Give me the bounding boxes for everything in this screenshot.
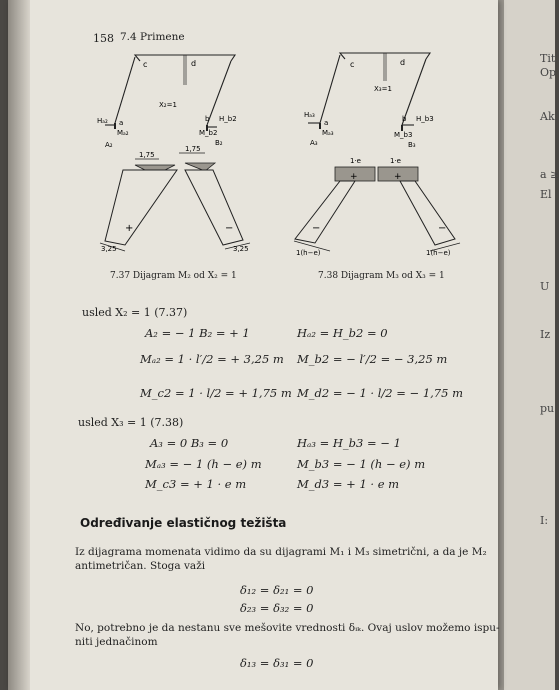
- label-c: c: [350, 60, 355, 69]
- figure-7-38-caption: 7.38 Dijagram M₃ od X₃ = 1: [318, 271, 445, 281]
- plus-sign: +: [125, 223, 134, 234]
- label-a2: A₂: [105, 141, 113, 149]
- equation-4-left: A₃ = 0 B₃ = 0: [150, 436, 229, 450]
- edge-text: El: [540, 188, 552, 201]
- label-mb3: M_b3: [394, 131, 413, 139]
- equation-6-right: M_d3 = + 1 · e m: [297, 477, 400, 491]
- label-x3: X₃=1: [374, 85, 392, 93]
- equation-3-left: M_c2 = 1 · l/2 = + 1,75 m: [140, 386, 292, 400]
- equation-4-right: Hₐ₃ = H_b3 = − 1: [297, 436, 401, 450]
- label-d: d: [191, 59, 197, 68]
- label-ha3: Hₐ₃: [304, 111, 315, 119]
- plus-sign-left: +: [350, 172, 358, 182]
- label-he-left: 1(h−e): [296, 249, 321, 257]
- equation-5-left: Mₐ₃ = − 1 (h − e) m: [145, 457, 262, 471]
- figure-7-37-caption: 7.37 Dijagram M₂ od X₂ = 1: [110, 271, 237, 281]
- minus-sign-left: −: [312, 223, 321, 234]
- label-b: b: [205, 115, 210, 123]
- edge-text: pu: [540, 402, 555, 415]
- label-ha2: Hₐ₂: [97, 117, 108, 125]
- figure-7-37: [95, 45, 280, 265]
- equation-7: δ₁₂ = δ₂₁ = 0: [240, 583, 314, 597]
- label-x2: X₂=1: [159, 101, 177, 109]
- label-mb2: M_b2: [199, 129, 218, 137]
- edge-text: Op: [540, 66, 557, 79]
- equation-2-left: Mₐ₂ = 1 · l′/2 = + 3,25 m: [140, 352, 284, 366]
- label-ma2: Mₐ₂: [117, 129, 129, 137]
- label-325-left: 3,25: [101, 245, 117, 253]
- paragraph-1-line-1: Iz dijagrama momenata vidimo da su dijagrami M₁ i M₃ simetrični, a da je M₂: [75, 546, 487, 558]
- next-page-edge: [498, 0, 555, 690]
- label-d: d: [400, 58, 406, 67]
- minus-sign-right: −: [438, 223, 447, 234]
- label-b3: B₃: [408, 141, 416, 149]
- equation-1-left: A₂ = − 1 B₂ = + 1: [145, 326, 250, 340]
- label-a: a: [119, 119, 124, 127]
- section-title: 7.4 Primene: [120, 31, 185, 43]
- edge-text: Ak: [540, 110, 555, 123]
- equation-8: δ₂₃ = δ₃₂ = 0: [240, 601, 314, 615]
- minus-sign: −: [225, 223, 234, 234]
- label-175-right: 1,75: [185, 145, 201, 153]
- label-hb3: H_b3: [416, 115, 434, 123]
- label-325-right: 3,25: [233, 245, 249, 253]
- label-hb2: H_b2: [219, 115, 237, 123]
- plus-sign-right: +: [394, 172, 402, 182]
- label-a3: A₃: [310, 139, 318, 147]
- edge-text: I:: [540, 514, 549, 527]
- page-gutter: [498, 0, 504, 690]
- label-he-right: 1(h−e): [426, 249, 451, 257]
- equation-3-right: M_d2 = − 1 · l/2 = − 1,75 m: [297, 386, 463, 400]
- edge-text: Tit: [540, 52, 556, 65]
- paragraph-2-line-1: No, potrebno je da nestanu sve mešovite vrednosti δᵢₖ. Ovaj uslov možemo ispu-: [75, 622, 500, 634]
- paragraph-2-line-2: niti jednačinom: [75, 636, 158, 648]
- page-number: 158: [93, 32, 114, 45]
- label-ma3: Mₐ₃: [322, 129, 334, 137]
- edge-text: U: [540, 280, 550, 293]
- section-heading: Određivanje elastičnog težišta: [80, 516, 287, 530]
- label-1e-left: 1·e: [350, 157, 361, 165]
- paragraph-1-line-2: antimetričan. Stoga važi: [75, 560, 206, 572]
- equation-6-left: M_c3 = + 1 · e m: [145, 477, 247, 491]
- figure-7-38: [290, 45, 465, 265]
- edge-text: Iz: [540, 328, 551, 341]
- equation-1-right: Hₐ₂ = H_b2 = 0: [297, 326, 388, 340]
- usled-x2: usled X₂ = 1 (7.37): [82, 306, 188, 319]
- label-a: a: [324, 119, 329, 127]
- usled-x3: usled X₃ = 1 (7.38): [78, 416, 184, 429]
- equation-9: δ₁₃ = δ₃₁ = 0: [240, 656, 314, 670]
- label-1e-right: 1·e: [390, 157, 401, 165]
- equation-2-right: M_b2 = − l′/2 = − 3,25 m: [297, 352, 448, 366]
- edge-text: a ≥: [540, 168, 559, 181]
- page-spine-shadow: [8, 0, 30, 690]
- label-175-left: 1,75: [139, 151, 155, 159]
- label-b2: B₂: [215, 139, 223, 147]
- label-b: b: [402, 115, 407, 123]
- equation-5-right: M_b3 = − 1 (h − e) m: [297, 457, 426, 471]
- label-c: c: [143, 60, 148, 69]
